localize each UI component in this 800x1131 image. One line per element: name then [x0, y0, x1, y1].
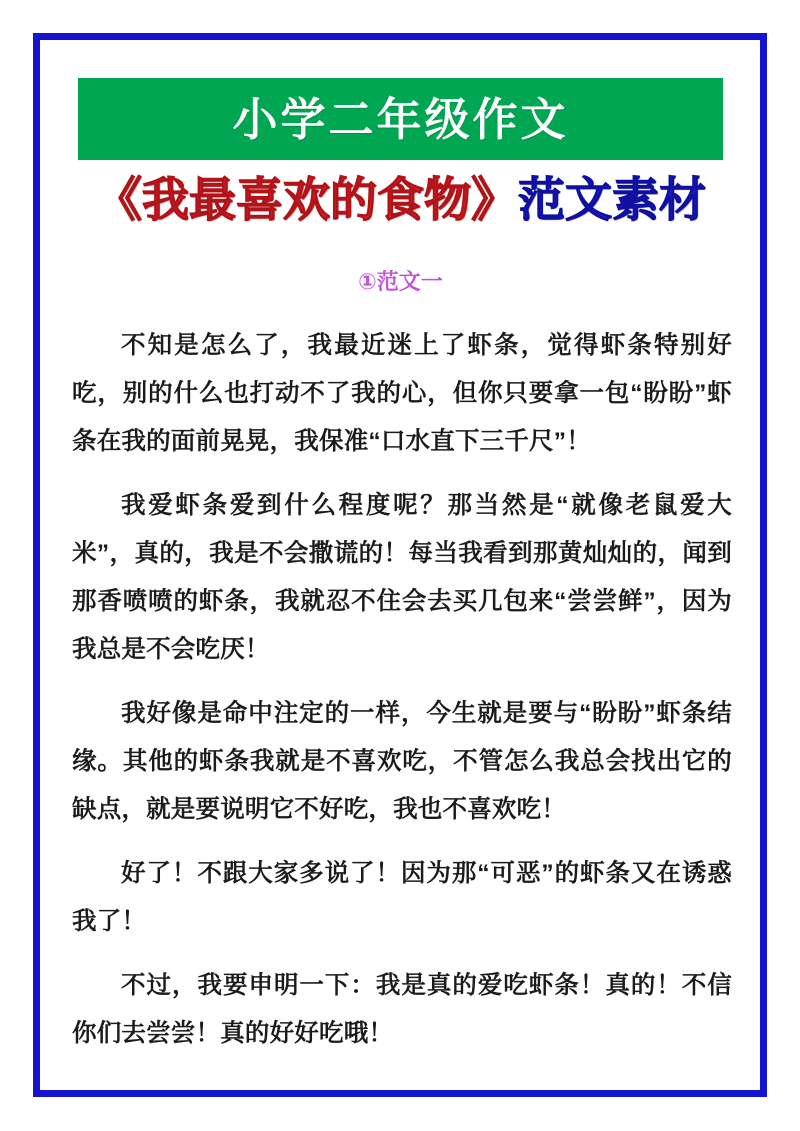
- essay-body: [72, 322, 732, 1058]
- section-label: ①范文一: [78, 270, 723, 294]
- essay-paragraph: 不知是怎么了，我最近迷上了虾条，觉得虾条特别好吃，别的什么也打动不了我的心，但你只要拿一包“盼盼”虾条在我的面前晃晃，我保准“口水直下三千尺”！: [72, 332, 732, 455]
- main-title-red-part: 《我最喜欢的食物》: [95, 172, 518, 226]
- essay-paragraph: 我爱虾条爱到什么程度呢？那当然是“就像老鼠爱大米”，真的，我是不会撒谎的！每当我看到那黄灿灿的，闻到那香喷喷的虾条，我就忍不住会去买几包来“尝尝鲜”，因为我总是不会吃厌！: [72, 492, 732, 663]
- essay-paragraph: 好了！不跟大家多说了！因为那“可恶”的虾条又在诱惑我了！: [72, 860, 732, 935]
- banner-title: 小学二年级作文: [232, 93, 569, 145]
- main-title-line: [78, 168, 723, 230]
- main-title-blue-part: 范文素材: [518, 172, 706, 226]
- essay-paragraph: 我好像是命中注定的一样，今生就是要与“盼盼”虾条结缘。其他的虾条我就是不喜欢吃，不管怎么我总会找出它的缺点，就是要说明它不好吃，我也不喜欢吃！: [72, 700, 732, 823]
- green-title-banner: [78, 78, 723, 160]
- essay-paragraph: 不过，我要申明一下：我是真的爱吃虾条！真的！不信你们去尝尝！真的好好吃哦！: [72, 972, 732, 1047]
